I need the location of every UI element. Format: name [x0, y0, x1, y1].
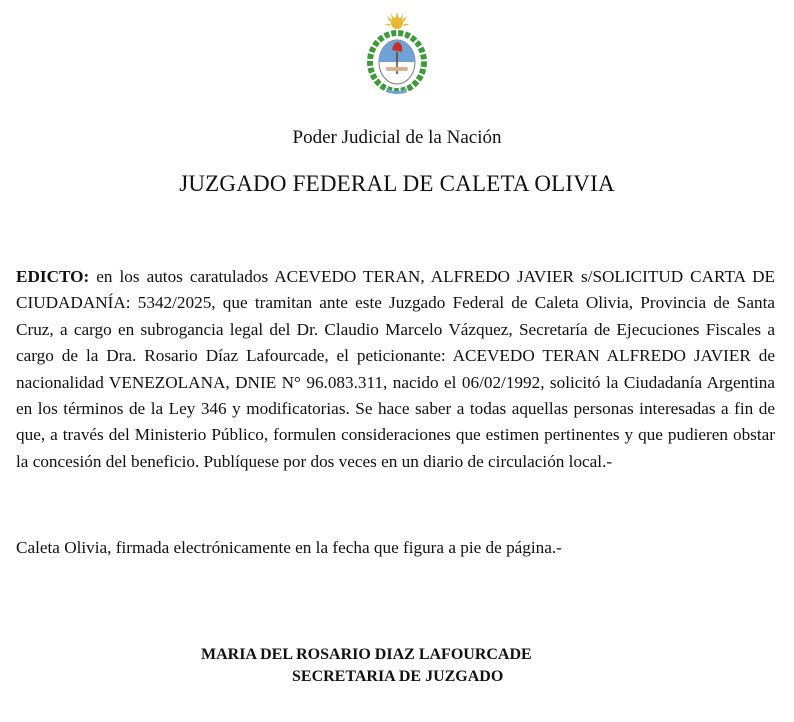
court-name: JUZGADO FEDERAL DE CALETA OLIVIA — [179, 171, 615, 196]
edict-lead: EDICTO: — [16, 267, 90, 286]
argentina-coat-of-arms-icon — [362, 10, 432, 96]
signatory-name: MARIA DEL ROSARIO DIAZ LAFOURCADE — [201, 646, 532, 663]
edict-paragraph — [16, 264, 775, 475]
closing-line: Caleta Olivia, firmada electrónicamente en la fecha que figura a pie de página.- — [16, 538, 562, 557]
institution-name: Poder Judicial de la Nación — [292, 127, 502, 148]
coat-of-arms-emblem — [362, 10, 432, 96]
signatory-role: SECRETARIA DE JUZGADO — [292, 668, 504, 685]
shield-icon — [379, 40, 415, 84]
sun-icon — [384, 12, 410, 29]
edict-body: en los autos caratulados ACEVEDO TERAN, ALFREDO JAVIER s/SOLICITUD CARTA DE CIUDADANÍA: 5342/2025, que tramitan ante este Juzgado Federal de Caleta Olivia, Provincia de Santa Cruz, a cargo en subrogancia legal del Dr. Claudio Marcelo Vázquez, Secretaría de Ejecuciones Fiscales a cargo de la Dra. Rosario Díaz Lafourcade, el peticionante: ACEVEDO TERAN ALFREDO JAVIER de nacionalidad VENEZOLANA, DNIE N° 96.083.311, nacido el 06/02/1992, solicitó la Ciudadanía Argentina en los términos de la Ley 346 y modificatorias. Se hace saber a todas aquellas personas interesadas a fin de que, a través del Ministerio Público, formulen consideraciones que estimen pertinentes y que pudieren obstar la concesión del beneficio. Publíquese por dos veces en un diario de circulación local.- — [16, 267, 775, 471]
